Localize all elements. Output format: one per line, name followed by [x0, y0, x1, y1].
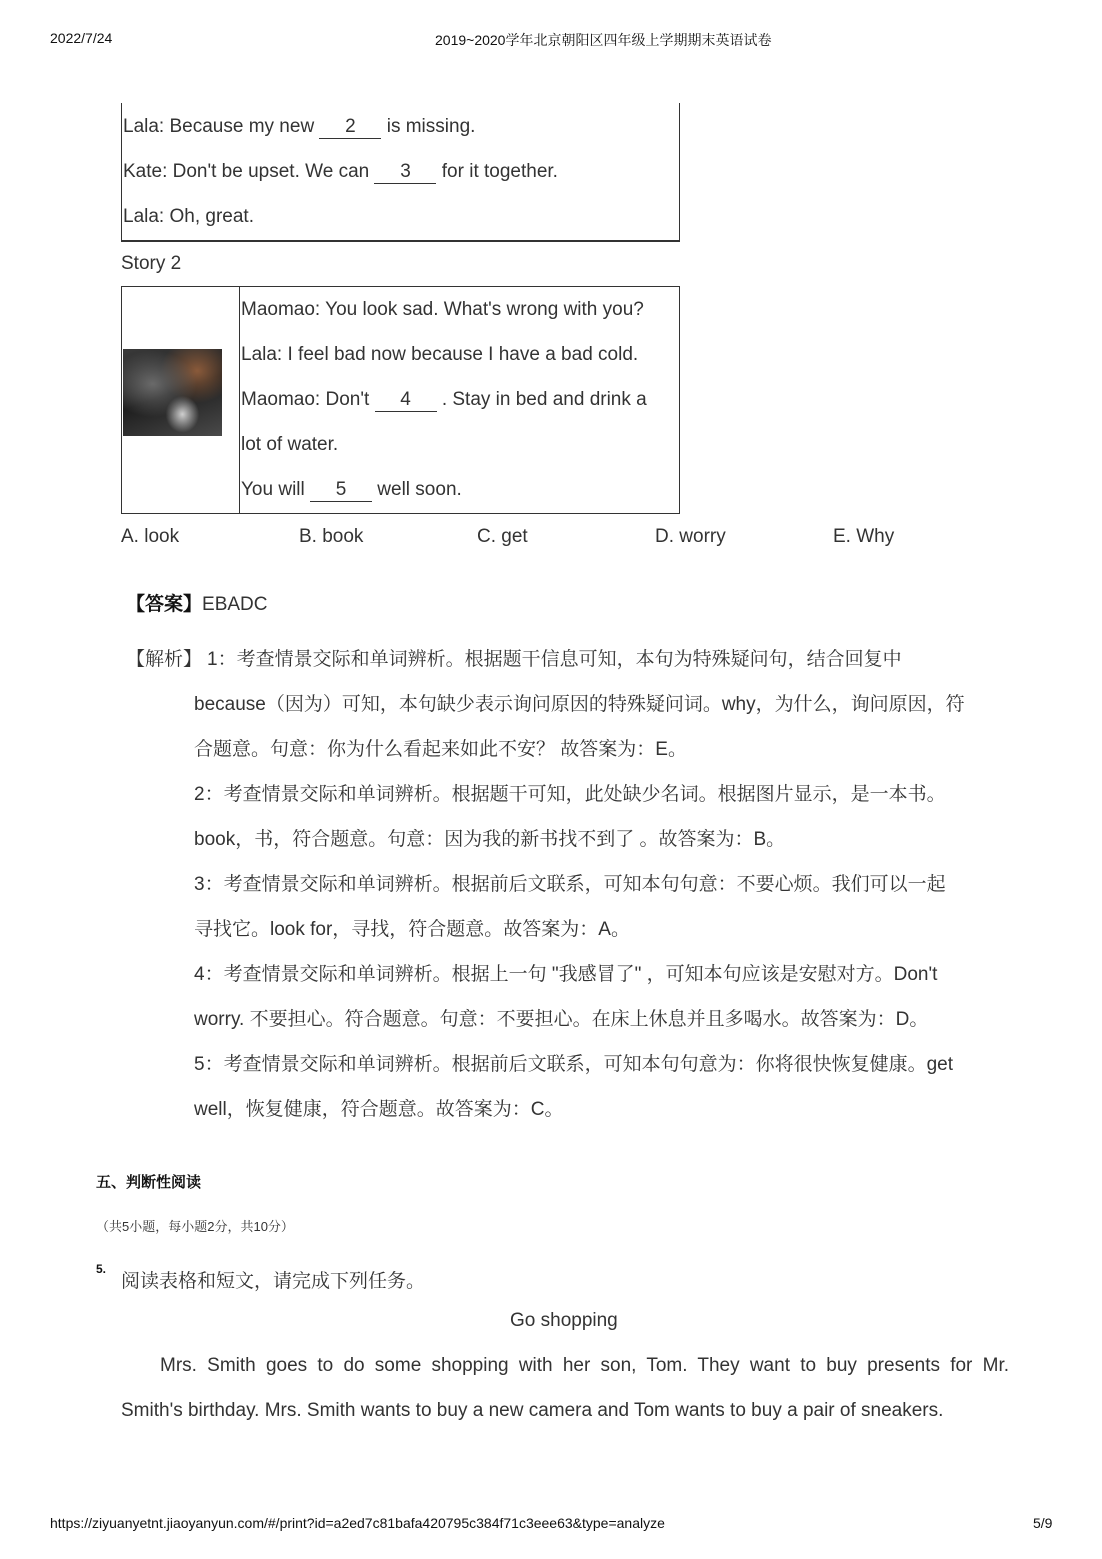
analysis-line-5: book，书，符合题意。句意：因为我的新书找不到了 。故答案为：B。 — [194, 829, 786, 850]
analysis-line-1: 1：考查情景交际和单词辨析。根据题干信息可知，本句为特殊疑问句，结合回复中 — [207, 649, 902, 670]
story2-line4: lot of water. — [241, 434, 339, 455]
story2-label: Story 2 — [121, 253, 182, 274]
answer-label: 【答案】 — [126, 594, 203, 615]
blank-3: 3 — [374, 162, 436, 184]
story1-line3: Lala: Oh, great. — [123, 206, 254, 227]
footer-page: 5/9 — [1033, 1515, 1053, 1531]
section-subtitle: （共5小题，每小题2分，共10分） — [96, 1219, 294, 1234]
option-c: C. get — [477, 526, 528, 547]
analysis-line-9: worry. 不要担心。符合题意。句意：不要担心。在床上休息并且多喝水。故答案为：D。 — [194, 1009, 929, 1030]
analysis-line-3: 合题意。句意：你为什么看起来如此不安？ 故答案为：E。 — [194, 739, 687, 760]
analysis-line-8: 4：考查情景交际和单词辨析。根据上一句 "我感冒了" ，可知本句应该是安慰对方。Don't — [194, 964, 938, 985]
story1-line2: Kate: Don't be upset. We can 3 for it together. — [123, 161, 558, 182]
blank-5: 5 — [310, 480, 372, 502]
blank-2: 2 — [319, 117, 381, 139]
option-b: B. book — [299, 526, 364, 547]
analysis-line-6: 3：考查情景交际和单词辨析。根据前后文联系，可知本句句意：不要心烦。我们可以一起 — [194, 874, 946, 895]
story-photo-image — [123, 349, 222, 436]
story2-line3: Maomao: Don't 4 . Stay in bed and drink a — [241, 389, 647, 410]
analysis-line-11: well，恢复健康，符合题意。故答案为：C。 — [194, 1099, 564, 1120]
question-prompt: 阅读表格和短文，请完成下列任务。 — [121, 1271, 426, 1292]
analysis-line-10: 5：考查情景交际和单词辨析。根据前后文联系，可知本句句意为：你将很快恢复健康。get — [194, 1054, 953, 1075]
header-date: 2022/7/24 — [50, 30, 113, 46]
analysis-line-2: because（因为）可知，本句缺少表示询问原因的特殊疑问词。why，为什么，询问原因，符 — [194, 694, 965, 715]
story2-line1: Maomao: You look sad. What's wrong with you? — [241, 299, 644, 320]
answer-value: EBADC — [202, 594, 268, 615]
passage-line-1: Mrs. Smith goes to do some shopping with her son, Tom. They want to buy presents for Mr. — [160, 1355, 1009, 1376]
story2-line5: You will 5 well soon. — [241, 479, 462, 500]
answer-line — [126, 589, 267, 616]
section-title: 五、判断性阅读 — [96, 1174, 202, 1191]
passage-line-2: Smith's birthday. Mrs. Smith wants to buy a new camera and Tom wants to buy a pair of sneakers. — [121, 1400, 944, 1421]
footer-url: https://ziyuanyetnt.jiaoyanyun.com/#/print?id=a2ed7c81bafa420795c384f71c3eee63&type=analyze — [50, 1515, 665, 1531]
option-e: E. Why — [833, 526, 895, 547]
header-title: 2019~2020学年北京朝阳区四年级上学期期末英语试卷 — [435, 32, 772, 48]
passage-title: Go shopping — [510, 1310, 618, 1331]
analysis-label: 【解析】 — [126, 649, 203, 670]
story1-line1: Lala: Because my new 2 is missing. — [123, 116, 476, 137]
question-number: 5. — [96, 1262, 107, 1276]
story2-line2: Lala: I feel bad now because I have a bad cold. — [241, 344, 639, 365]
blank-4: 4 — [375, 390, 437, 412]
analysis-line-7: 寻找它。look for，寻找，符合题意。故答案为：A。 — [194, 919, 630, 940]
analysis-line-4: 2：考查情景交际和单词辨析。根据题干可知，此处缺少名词。根据图片显示，是一本书。 — [194, 784, 946, 805]
option-a: A. look — [121, 526, 180, 547]
option-d: D. worry — [655, 526, 726, 547]
